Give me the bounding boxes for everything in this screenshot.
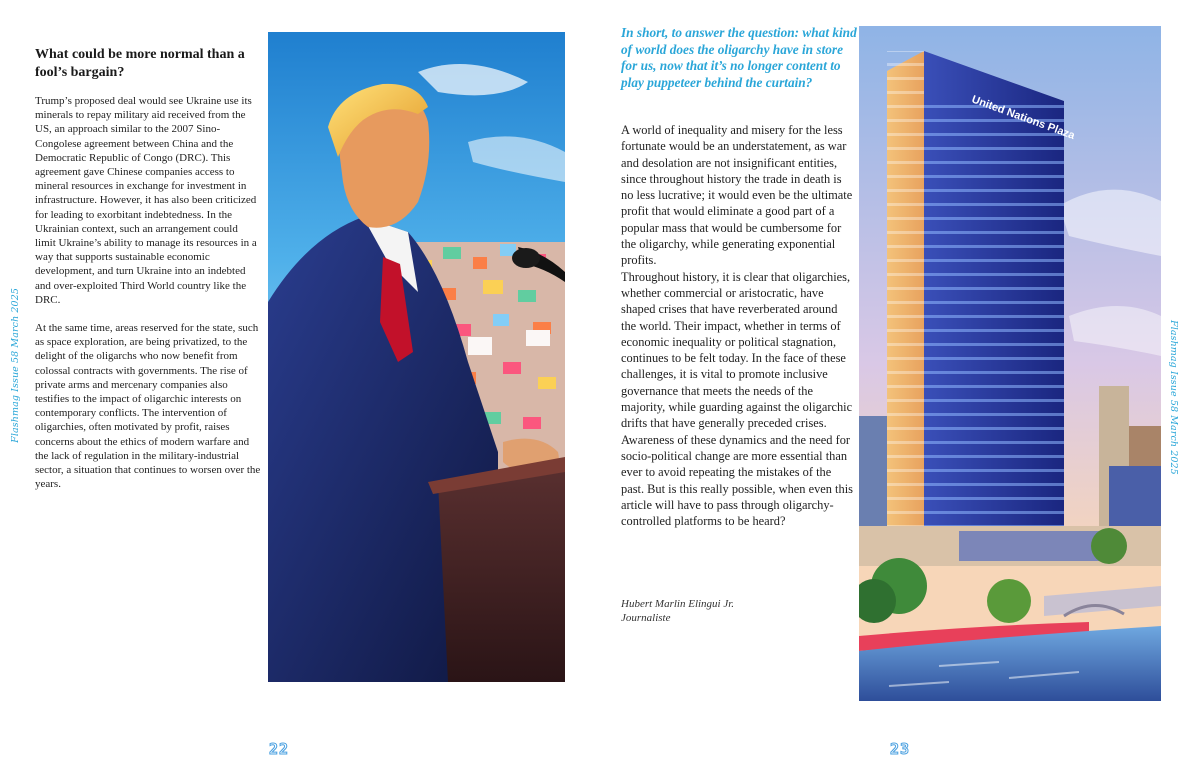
author-role: Journaliste — [621, 612, 671, 624]
running-head-left: Flashmag Issue 58 March 2025 — [10, 288, 21, 443]
painting-of-speaker-at-podium-icon — [268, 32, 565, 682]
left-paragraph-1: Trump’s proposed deal would see Ukraine use its minerals to repay military aid received from the US, an approach similar to the 2007 Sino-Congolese agreement between China and the Democratic Republic of Congo (DRC). This agreement gave Chinese companies access to mineral resources in exchange for investment in infrastructure. However, it has also been criticized for leading to exorbitant indebtedness. In the Ukrainian context, such an arrangement could limit Ukraine’s ability to manage its resources in a way that supports sustainable economic development, and turn Ukraine into an indebted and over-exploited Third World country like the DRC. — [35, 95, 257, 306]
author-signature — [621, 597, 851, 625]
running-head-right: Flashmag Issue 58 March 2025 — [1168, 320, 1179, 475]
right-paragraph-1: A world of inequality and misery for the less fortunate would be an understatement, as war and desolation are not insignificant entities, since throughout history the trade in death is no less lucrative; it would even be the ultimate profit that would eliminate a good part of a popular mass that would be cumbersome for the oligarchy, while generating exponential profits. — [621, 123, 853, 268]
right-paragraph-2: Throughout history, it is clear that oligarchies, whether commercial or aristocratic, have shaped crises that have reverberated around the world. Their impact, whether in terms of economic inequality or political stagnation, continues to be felt today. In the face of these challenges, it is vital to promote inclusive governance that meets the needs of the majority, while guarding against the oligarchic drifts that have generally preceded crises. Awareness of these dynamics and the need for socio-political change are more essential than ever to avoid repeating the mistakes of the past. But is this really possible, when even this article will have to pass through oligarchy-controlled platforms to be heard? — [621, 269, 853, 529]
left-article-column — [35, 94, 261, 505]
author-name: Hubert Marlin Elingui Jr. — [621, 598, 735, 610]
painting-of-skyscraper-by-river-icon — [859, 26, 1161, 701]
left-paragraph-2: At the same time, areas reserved for the state, such as space exploration, are being privatized, to the delight of the oligarchs who now benefit from colossal contracts with governments. The rise of private arms and mercenary companies also testifies to the impact of oligarchic interests on contemporary conflicts. The intervention of oligarchies, often motivated by profit, raises concerns about the ethics of modern warfare and the lack of regulation in the military-industrial sector, a situation that continues to worsen over the years. — [35, 322, 261, 491]
tower-sign-text: United Nations Plaza — [969, 93, 1077, 143]
right-article-column — [621, 122, 855, 529]
right-page — [600, 0, 1200, 776]
page-number-right: 23 — [890, 740, 911, 758]
article-heading: What could be more normal than a fool’s bargain? — [35, 47, 245, 80]
page-number-left: 22 — [269, 740, 290, 758]
pull-question: In short, to answer the question: what kind of world does the oligarchy have in store for us, now that it’s no longer content to play puppeteer behind the curtain? — [621, 25, 857, 90]
